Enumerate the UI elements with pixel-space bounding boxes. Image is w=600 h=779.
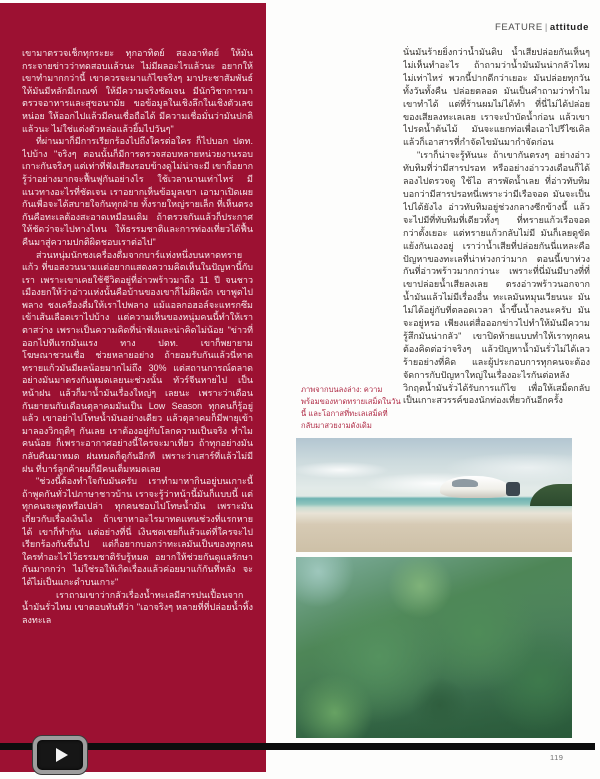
right-article-column <box>403 46 590 436</box>
red-article-panel <box>0 3 266 772</box>
play-icon <box>56 748 68 762</box>
paragraph: เราถามเขาว่ากลัวเรื่องน้ำทะเลมีสารปนเปื้อนจากน้ำมันรั่วไหม เขาตอบทันทีว่า "เอาจริงๆ หลายที่ที่ปล่อยน้ำทิ้งลงทะเล <box>22 589 253 625</box>
paragraph: นั่นมันร้ายยิ่งกว่าน้ำมันดิบ น้ำเสียปล่อยกันเห็นๆ ไม่เห็นทำอะไร ถ้าถามว่าน้ำมันมันน่ากลัวไหม ไม่เท่าไหร่ พวกนี้ปากดีกว่าเยอะ มันปล่อยทุกวัน ทั้งวันทั้งคืน ปล่อยตลอด มันเป็นคำถามว่าทำไมเขาทำได้ แต่ที่ร้านผมไม่ได้ทำ ที่นี่ไม่ได้ปล่อยของเสียลงทะเลเลย เราจะบำบัดน้ำก่อน แล้วเขาไปรดน้ำต้นไม้ มันจะแยกท่อเพื่อเอาไปรีไซเคิล แล้วก็เอาสารที่กำจัดไขมันมากำจัดก่อน <box>403 47 590 148</box>
attitude-label: attitude <box>549 22 589 33</box>
feature-header <box>495 22 589 33</box>
paragraph: ส่วนหนุ่มนักชงเครื่องดื่มจากบาร์แห่งหนึ่งบนหาดทรายแก้ว ที่ขอสงวนนามแต่อยากแสดงความคิดเห็นในปัญหานี้กับเรา เพราะเขาเคยใช้ชีวิตอยู่ที่อ่าวพร้าวมาถึง 11 ปี จนชาวเมืองยกให้ว่าอ่าวแห่งนั้นคือบ้านของเขาก็ไม่ผิดนัก เขาพูดไปพลาง ชงเครื่องดื่มให้เราไปพลาง แม้แอลกอฮอล์จะแทรกซึมเข้าเส้นเลือดเราไปบ้าง แต่ความเห็นของหนุ่มคนนี้ทำให้เราตาสว่าง เพราะเป็นความคิดที่น่าฟังและน่าคิดไม่น้อย "ข่าวที่ออกไปทีแรกมันแรง ทาง ปตท. เขาก็พยายามโฆษณาชวนเชื่อ ช่วยหลายอย่าง ถ้ายอมรับกันแล้วนี่หาดทรายแก้วมันมีผลน้อยมากไม่ถึง 30% แต่สถานการณ์ตลาดอย่างมันมาตรงกันหมดเลยนะช่วงนั้น ทัวร์จีนหายไป เป็นหน้าฝน แล้วก็มาน้ำมันเรื่องใหญ่ๆ เลยนะ เพราะว่าเดือนกันยายนกับเดือนตุลาคมมันเป็น Low Season ทุกคนก็รู้อยู่แล้ว เขาอย่าไปโทษน้ำมันอย่างเดียว แล้วตุลาคมก็มีพายุเข้ามาลองวิกฤติๆ กันเลย เราต้องอยู่กับโลกความเป็นจริง ทำไมคนน้อย ก็เพราะอากาศอย่างนี้ใครจะมาเที่ยว ถ้าทุกอย่างมันกลับคืนมาหมด ฝนหมดก็ดูกันอีกที เพราะว่าเสาร์ที่แล้วไม่มีฝน ที่บาร์ลูกค้าผมก็มีคนเต็มหมดเลย <box>22 249 253 474</box>
left-panel-text <box>22 47 253 732</box>
section-label: FEATURE <box>494 22 543 33</box>
speedboat-illustration <box>440 476 512 498</box>
paragraph: เขามาตรวจเช็กทุกระยะ ทุกอาทิตย์ สองอาทิตย์ ให้มันกระจายข่าวว่าทดสอบแล้วนะ ไม่มีผลอะไรแล้วนะ อยากให้เขาทำมากกว่านี้ เขาควรจะมาแก้ไขจริงๆ มาประชาสัมพันธ์ให้มันมีหลักมีเกณฑ์ ให้มีความจริงชัดเจน มีนักวิชาการมาตรวจอาหารและสุขอนามัย ขอข้อมูลในเชิงลึกในเชิงตัวเลขหน่อย ให้ออกไปแล้วมีคนเชื่อถือได้ มีความเชื่อมั่นว่ามันปกติแล้วนะ ไม่ใช่แต่งตัวหล่อแล้วยิ้มไปวันๆ" <box>22 48 253 134</box>
play-button[interactable] <box>33 736 87 774</box>
header-divider: | <box>544 22 548 33</box>
photo-caption: ภาพจากบนลงล่าง: ความพร้อมของหาดทรายเสม็ดในวันนี้ และโอกาสที่ทะเลเสม็ดที่กลับมาสวยงามดังเดิม <box>301 385 401 430</box>
bottom-rule <box>0 743 595 750</box>
beach-speedboat-photo <box>296 438 572 552</box>
paragraph: ที่ผ่านมาก็มีการเรียกร้องไปถึงใครต่อใคร ก็ไปบอก ปตท. ไปบ้าง "จริงๆ ตอนนั้นก็มีการตรวจสอบหลายหน่วยงานรอบเกาะกันจริงๆ แต่เท่าที่ฟังเสียงรอบข้างดูไม่น่าจะมี เขาก็อยากรู้ว่าอย่างมากจะฟื้นฟูกันอย่างไร ใช้เวลานานเท่าไหร่ มีแนวทางอะไรที่ชัดเจน เราอยากเห็นข้อมูลเขา เอามาเปิดเผยกันเพื่อจะได้สบายใจกันทุกฝ่าย ทั้งรายใหญ่รายเล็ก ที่เห็นตรงกันคือทะเลต้องสะอาดเหมือนเดิม ถ้าตรวจกันแล้วก็ประกาศให้ชัดว่าจะไปทางไหน ให้ธรรมชาติและการท่องเที่ยวได้ฟื้นคืนมาสู่ความปกติผิดชอบเราต่อไป" <box>22 136 253 247</box>
page-number: 119 <box>550 753 564 762</box>
coral-photo <box>296 557 572 738</box>
paragraph: "เราก็น่าจะรู้ทันนะ ถ้าเขากันตรงๆ อย่างอ่าวทับทิมที่ว่ามีสารปรอท หรืออย่างอ่าววงเดือนก็ได้ ลองไปตรวจดู ใช้ไอ สารพัดน้ำเลย ที่อ่าวทับทิมบอกว่ามีสารปรอทนี่เพราะว่ามีเรือจอด มันจะเป็นไปได้ยังไง อ่าวทับทิมอยู่ช่วงกลางซีกข้างนี้ แล้วจะไปมีที่ทับทิมที่เดียวทั้งๆ ที่ทรายแก้วเรือจอดกว่าตั้งเยอะ แต่ทรายแก้วกลับไม่มี มันก็เลยดูขัดแย้งกันเองอยู่ เราว่าน้ำเสียที่ปล่อยกันนี่แหละคือปัญหาของทะเลที่น่าห่วงกว่ามาก ตอนนี้เขาห่วงกันที่อ่าวพร้าวมากกว่านะ เพราะที่นี่มันมีบางที่ที่เขาปล่อยน้ำเสียลงเลย ตรงอ่าวพร้าวนอกจากน้ำมันแล้วไม่มีเรื่องอื่น ทะเลมันหมุนเวียนนะ มันไม่ได้อยู่กับที่ตลอดเวลา น้ำขึ้นน้ำลงนะครับ มันจะอยู่หรอ เพียงแต่สื่อออกข่าวไปทำให้มันมีความรู้สึกมันน่ากลัว" เขาปิดท้ายแบบทำให้เราทุกคนต้องคิดต่อว่าจริงๆ แล้วปัญหาน้ำมันรั่วไม่ได้เลวร้ายอย่างที่คิด และผู้ประกอบการทุกคนจะต้องจัดการกับปัญหาใหญ่ในเรื่องอะไรกันต่อหลังวิกฤตน้ำมันรั่วได้รับการแก้ไข เพื่อให้เสม็ดกลับเป็นเกาะสวรรค์ของนักท่องเที่ยวกันอีกครั้ง <box>403 150 590 406</box>
paragraph: "ช่วงนี้ต้องทำใจกับมันครับ เราทำมาหากินอยู่บนเกาะนี้ ถ้าพูดกันทั่วไปภาษาชาวบ้าน เราจะรู้ว่าหน้านี้มันก็แบบนี้ แต่ทุกคนจะพูดหรือเปล่า ทุกคนชอบไปโทษน้ำมัน เพราะมันเกี่ยวกับเรื่องเงินไง ถ้าเขาหาอะไรมาทดแทนช่วงที่แรกหายได้ เขาก็ทำกัน แต่อย่างที่นี่ เงินชดเชยก็แล้วแต่ที่ใครจะไปเรียกร้องกันขึ้นไป แต่ก็อยากบอกว่าทะเลมันเป็นของทุกคน ใครทำอะไรไว้ธรรมชาติรับรู้หมด อยากให้ช่วยกันดูแลรักษากันมากกว่า ไม่ใช่รอให้เกิดเรื่องแล้วค่อยมาแก้กันทีหลัง จะได้ไม่เป็นแกะดำบนเกาะ" <box>22 476 253 587</box>
shoreline-trees <box>530 484 572 506</box>
